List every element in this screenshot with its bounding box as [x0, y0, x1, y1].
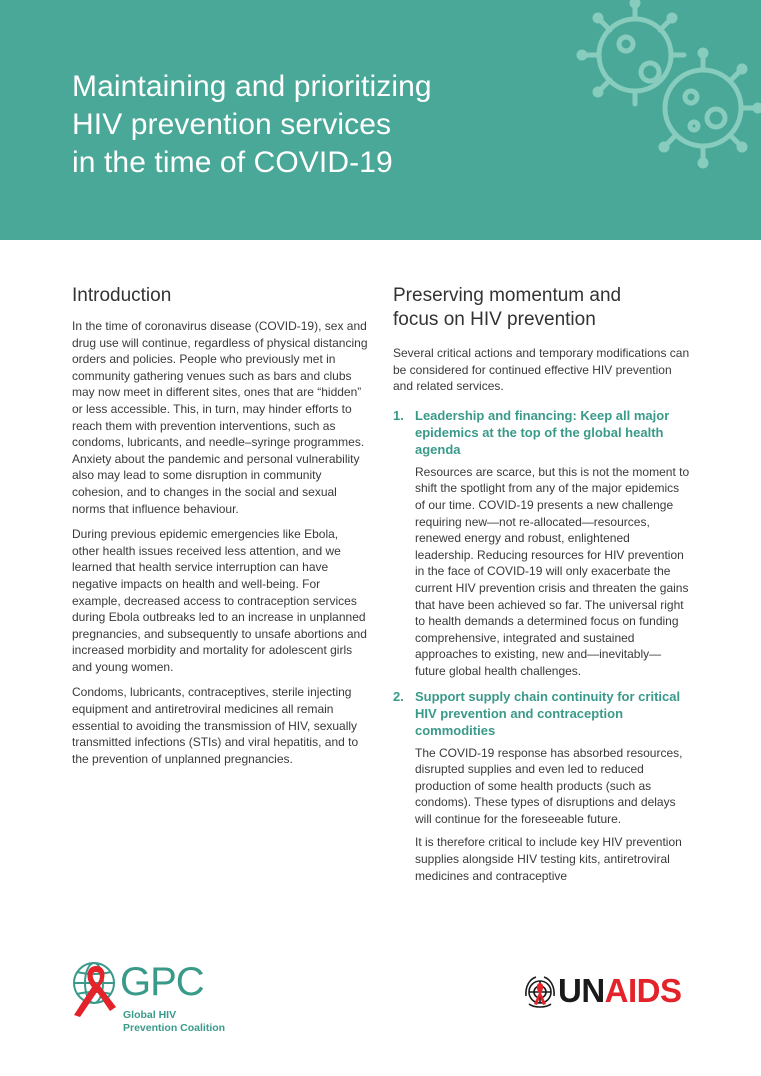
paragraph: Condoms, lubricants, contraceptives, sterile injecting equipment and antiretroviral medicines all remain essential to avoiding the transmission of HIV, sexually transmitted infections (STIs) and viral hepatitis, and to the prevention of unplanned pregnancies.: [72, 685, 359, 766]
gpc-subtitle: [123, 1009, 225, 1035]
paragraph: The COVID-19 response has absorbed resources, disrupted supplies and even led to reduced production of some health products (such as condoms). These types of disruptions and delays will continue for the foreseeable future.: [415, 745, 683, 826]
unaids-aids-text: AIDS: [604, 972, 682, 1009]
section-heading: Introduction: [72, 285, 172, 306]
action-item: [393, 688, 691, 885]
gpc-sub-line: Global HIV: [123, 1009, 177, 1021]
lead-paragraph: Several critical actions and temporary modifications can be considered for continued effective HIV prevention and related services.: [393, 346, 690, 394]
item-title: Leadership and financing: Keep all major epidemics at the top of the global health agenda: [415, 407, 670, 457]
heading-line: focus on HIV prevention: [393, 309, 596, 330]
page-title: [72, 68, 432, 182]
paragraph: Resources are scarce, but this is not the moment to shift the spotlight from any of the major epidemics of our time. COVID-19 presents a new challenge requiring new—not re-allocated—resources, renewed energy and robust, enlightened leadership. Reducing resources for HIV prevention in the face of COVID-19 will only exacerbate the current HIV prevention crisis and threaten the gains that have been achieved so far. The universal right to health demands a determined focus on funding comprehensive, integrated and sustained approaches to existing, new and—inevitably—future global health challenges.: [415, 464, 690, 678]
title-line: HIV prevention services: [72, 108, 392, 141]
section-heading: [393, 284, 691, 332]
gpc-logo: [70, 957, 250, 1042]
item-title: Support supply chain continuity for critical HIV prevention and contraception commodities: [415, 688, 681, 738]
virus-illustration: [570, 0, 761, 170]
heading-line: Preserving momentum and: [393, 285, 622, 306]
item-number: 2.: [393, 688, 404, 704]
action-item: [393, 407, 691, 680]
paragraph: During previous epidemic emergencies like Ebola, other health issues received less attention, and we learned that health service interruption can have negative impacts on health and well-being. For example, decreased access to contraception services during Ebola outbreaks led to an increase in unplanned pregnancies, and subsequently to unsafe abortions and increased morbidity and mortality for adolescent girls and young women.: [72, 527, 367, 674]
introduction-section: [72, 284, 368, 776]
unaids-un-text: UN: [558, 972, 605, 1009]
paragraph: In the time of coronavirus disease (COVID-19), sex and drug use will continue, regardless of physical distancing orders and policies. People who previously met in community gathering venues such as bars and clubs may now meet in different sites, ones that are “hidden” or less accessible. This, in turn, may hinder efforts to reach them with prevention interventions, such as condoms, lubricants, and needle–syringe programmes. Anxiety about the pandemic and personal vulnerability also may lead to some disruption in community cohesion, and to changes in the social and sexual norms that influence behaviour.: [72, 319, 368, 516]
unaids-logo: [522, 970, 692, 1010]
title-line: in the time of COVID-19: [72, 146, 393, 179]
un-emblem-icon: [522, 974, 558, 1010]
item-number: 1.: [393, 407, 404, 423]
globe-ribbon-icon: [70, 957, 120, 1019]
title-line: Maintaining and prioritizing: [72, 70, 432, 103]
paragraph: It is therefore critical to include key HIV prevention supplies alongside HIV testing kits, antiretroviral medicines and contraceptive: [415, 835, 682, 883]
momentum-section: [393, 284, 691, 892]
unaids-wordmark: [558, 971, 682, 1011]
gpc-sub-line: Prevention Coalition: [123, 1022, 226, 1034]
gpc-wordmark: GPC: [120, 960, 204, 1004]
header-banner: [0, 0, 761, 240]
